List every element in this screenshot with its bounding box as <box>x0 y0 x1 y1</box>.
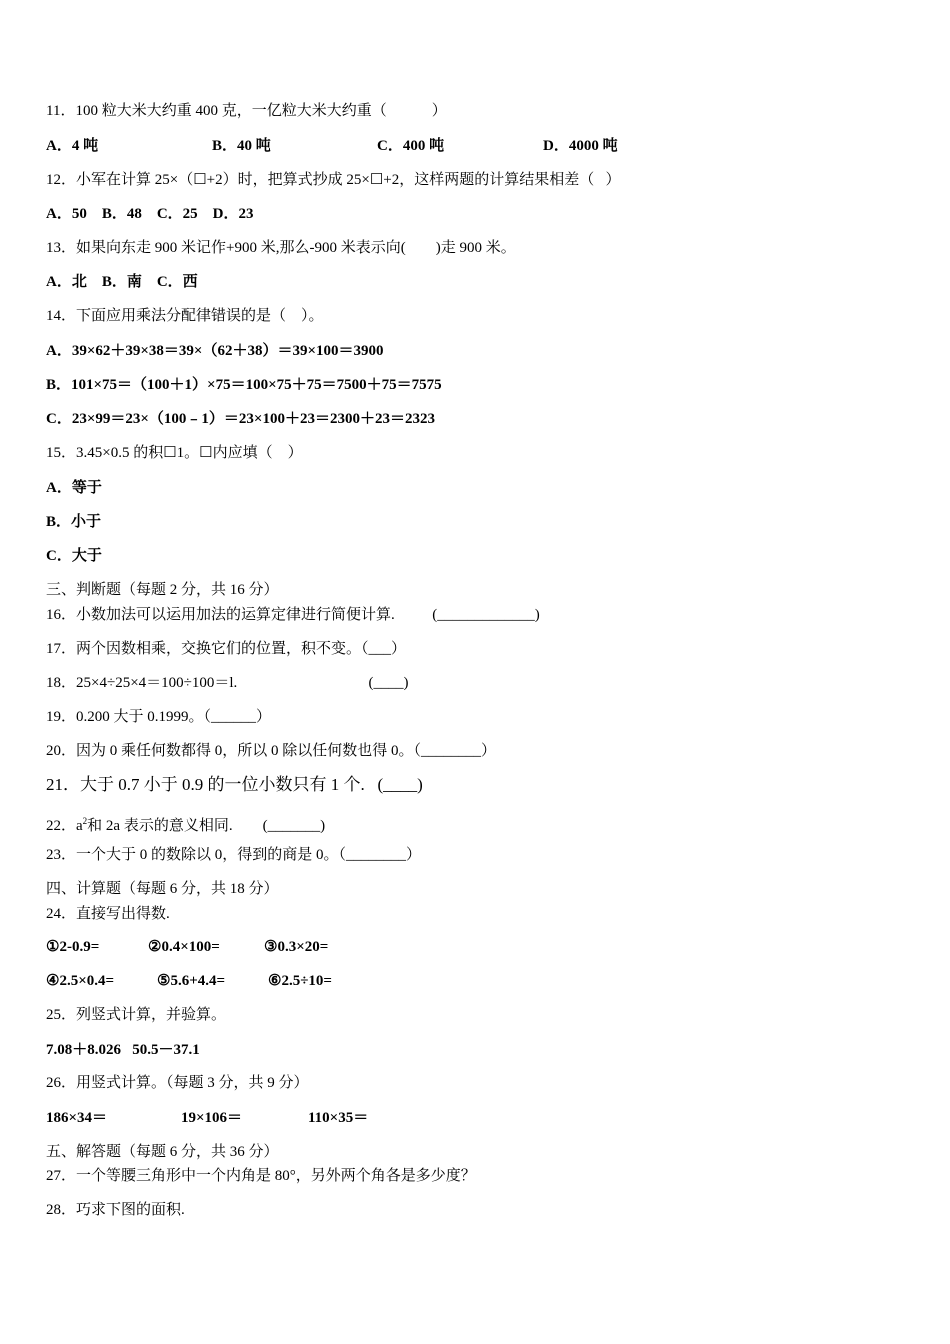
q14-text: 14．下面应用乘法分配律错误的是（ ）。 <box>46 308 324 324</box>
q11-option-b: B．40 吨 <box>212 138 271 154</box>
q26-item-3: 110×35＝ <box>308 1110 369 1126</box>
q15-option-a: A．等于 <box>46 480 102 496</box>
q12-text: 12．小军在计算 25×（☐+2）时，把算式抄成 25×☐+2，这样两题的计算结果相差（ ） <box>46 172 621 188</box>
q28-text: 28．巧求下图的面积. <box>46 1202 185 1218</box>
q13-text: 13．如果向东走 900 米记作+900 米,那么-900 米表示向( )走 900 米。 <box>46 240 516 256</box>
q15-text: 15．3.45×0.5 的积☐1。☐内应填（ ） <box>46 445 303 461</box>
q24-text: 24．直接写出得数. <box>46 906 170 922</box>
q15-option-c: C．大于 <box>46 548 102 564</box>
q14-option-b: B．101×75＝（100＋1）×75＝100×75＋75＝7500＋75＝7575 <box>46 377 442 393</box>
q17-text: 17．两个因数相乘，交换它们的位置，积不变。（___） <box>46 641 407 657</box>
q19-text: 19．0.200 大于 0.1999。（______） <box>46 709 272 725</box>
q22-superscript: 2 <box>82 816 88 826</box>
q25-text: 25．列竖式计算，并验算。 <box>46 1007 227 1023</box>
q12-options: A．50 B．48 C．25 D．23 <box>46 206 254 222</box>
q15-option-b: B．小于 <box>46 514 102 530</box>
q24-item-6: ⑥2.5÷10= <box>268 973 332 989</box>
section-3-heading: 三、判断题（每题 2 分，共 16 分） <box>46 582 279 598</box>
q27-text: 27．一个等腰三角形中一个内角是 80°，另外两个角各是多少度？ <box>46 1168 476 1184</box>
q26-text: 26．用竖式计算。（每题 3 分，共 9 分） <box>46 1075 309 1091</box>
q14-option-c: C．23×99＝23×（100﹣1）＝23×100＋23＝2300＋23＝2323 <box>46 411 435 427</box>
q16-text: 16．小数加法可以运用加法的运算定律进行简便计算. (_____________) <box>46 607 540 623</box>
q11-text: 11．100 粒大米大约重 400 克，一亿粒大米大约重（ ） <box>46 103 447 119</box>
section-4-heading: 四、计算题（每题 6 分，共 18 分） <box>46 881 279 897</box>
q24-item-3: ③0.3×20= <box>264 939 329 955</box>
q20-text: 20．因为 0 乘任何数都得 0，所以 0 除以任何数也得 0。（________） <box>46 743 497 759</box>
q14-option-a: A．39×62＋39×38＝39×（62＋38）＝39×100＝3900 <box>46 343 384 359</box>
q22-text <box>46 811 325 836</box>
q23-text: 23．一个大于 0 的数除以 0，得到的商是 0。（________） <box>46 847 422 863</box>
q24-item-2: ②0.4×100= <box>148 939 220 955</box>
q21-text: 21．大于 0.7 小于 0.9 的一位小数只有 1 个. (____) <box>46 775 423 794</box>
q22-suffix: 和 2a 表示的意义相同. (_______) <box>87 818 326 834</box>
q18-text: 18．25×4÷25×4＝100÷100＝l. (____) <box>46 675 409 691</box>
section-5-heading: 五、解答题（每题 6 分，共 36 分） <box>46 1144 279 1160</box>
q11-option-c: C．400 吨 <box>377 138 445 154</box>
q13-options: A．北 B．南 C．西 <box>46 274 198 290</box>
q24-item-1: ①2-0.9= <box>46 939 100 955</box>
q24-item-4: ④2.5×0.4= <box>46 973 115 989</box>
q26-item-2: 19×106＝ <box>181 1110 243 1126</box>
q11-option-d: D．4000 吨 <box>543 138 618 154</box>
q24-item-5: ⑤5.6+4.4= <box>157 973 226 989</box>
q22-prefix: 22．a <box>46 818 83 834</box>
q11-option-a: A．4 吨 <box>46 138 99 154</box>
q25-items: 7.08＋8.026 50.5－37.1 <box>46 1042 200 1058</box>
q26-item-1: 186×34＝ <box>46 1110 108 1126</box>
